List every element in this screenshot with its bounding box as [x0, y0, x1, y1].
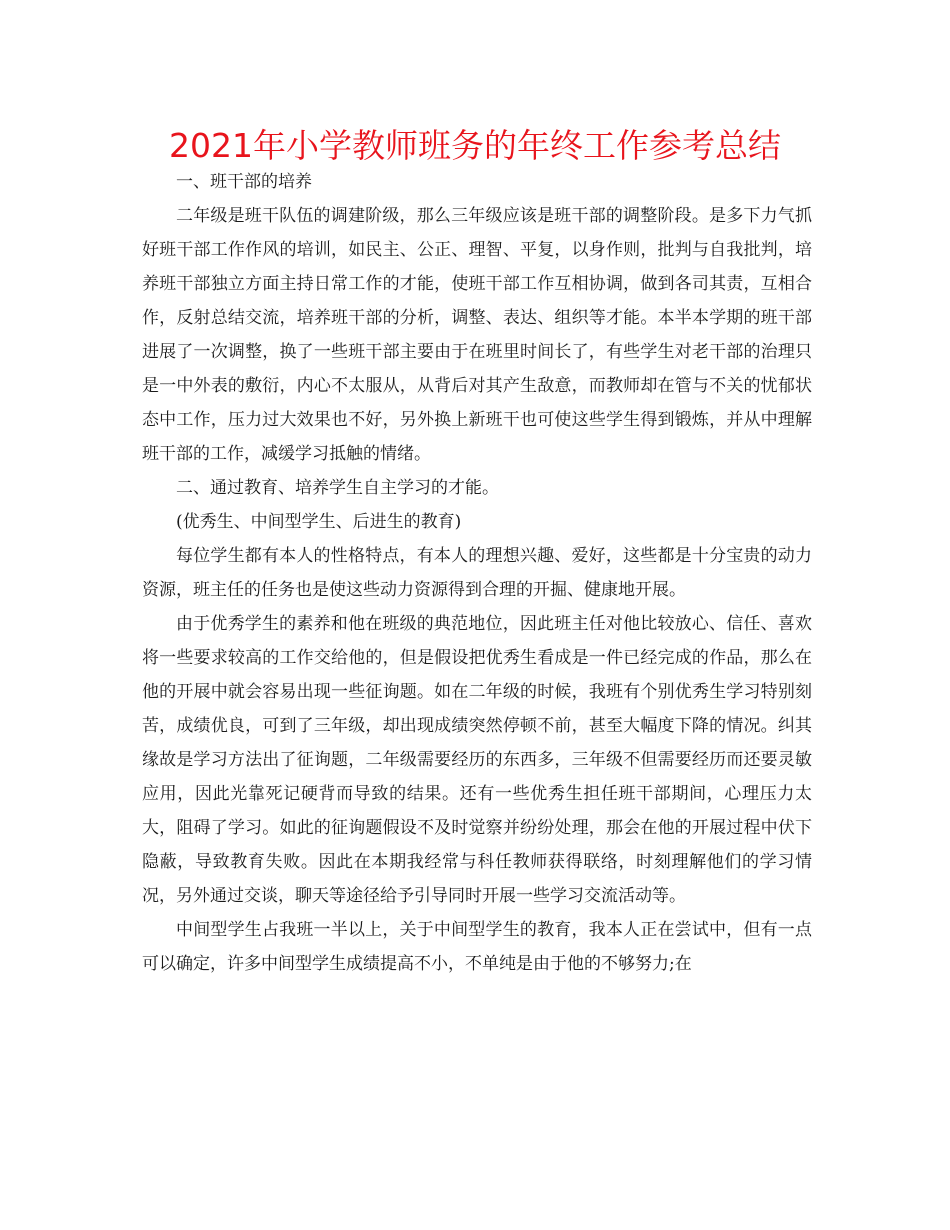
section-heading-1: 一、班干部的培养: [176, 172, 312, 192]
document-title: 2021年小学教师班务的年终工作参考总结: [169, 126, 781, 165]
paragraph: 中间型学生占我班一半以上，关于中间型学生的教育，我本人正在尝试中，但有一点可以确定，许多中间型学生成绩提高不小，不单纯是由于他的不够努力;在: [142, 920, 812, 974]
paragraph: 每位学生都有本人的性格特点，有本人的理想兴趣、爱好，这些都是十分宝贵的动力资源，班主任的任务也是使这些动力资源得到合理的开掘、健康地开展。: [142, 546, 812, 600]
paragraph: 由于优秀学生的素养和他在班级的典范地位，因此班主任对他比较放心、信任、喜欢将一些要求较高的工作交给他的，但是假设把优秀生看成是一件已经完成的作品，那么在他的开展中就会容易出现一些征询题。如在二年级的时候，我班有个别优秀生学习特别刻苦，成绩优良，可到了三年级，却出现成绩突然停顿不前，甚至大幅度下降的情况。纠其缘故是学习方法出了征询题，二年级需要经历的东西多，三年级不但需要经历而还要灵敏应用，因此光靠死记硬背而导致的结果。还有一些优秀生担任班干部期间，心理压力太大，阻碍了学习。如此的征询题假设不及时觉察并纷纷处理，那会在他的开展过程中伏下隐蔽，导致教育失败。因此在本期我经常与科任教师获得联络，时刻理解他们的学习情况，另外通过交谈，聊天等途径给予引导同时开展一些学习交流活动等。: [142, 614, 812, 906]
section-subheading: (优秀生、中间型学生、后进生的教育): [176, 512, 462, 532]
document-body: [142, 165, 812, 981]
paragraph: 二年级是班干队伍的调建阶级，那么三年级应该是班干部的调整阶段。是多下力气抓好班干部工作作风的培训，如民主、公正、理智、平复，以身作则，批判与自我批判，培养班干部独立方面主持日常工作的才能，使班干部工作互相协调，做到各司其责，互相合作，反射总结交流，培养班干部的分析，调整、表达、组织等才能。本半本学期的班干部进展了一次调整，换了一些班干部主要由于在班里时间长了，有些学生对老干部的治理只是一中外表的敷衍，内心不太服从，从背后对其产生敌意，而教师却在管与不关的忧郁状态中工作，压力过大效果也不好，另外换上新班干也可使这些学生得到锻炼，并从中理解班干部的工作，减缓学习抵触的情绪。: [142, 206, 812, 464]
section-heading-2: 二、通过教育、培养学生自主学习的才能。: [176, 478, 499, 498]
